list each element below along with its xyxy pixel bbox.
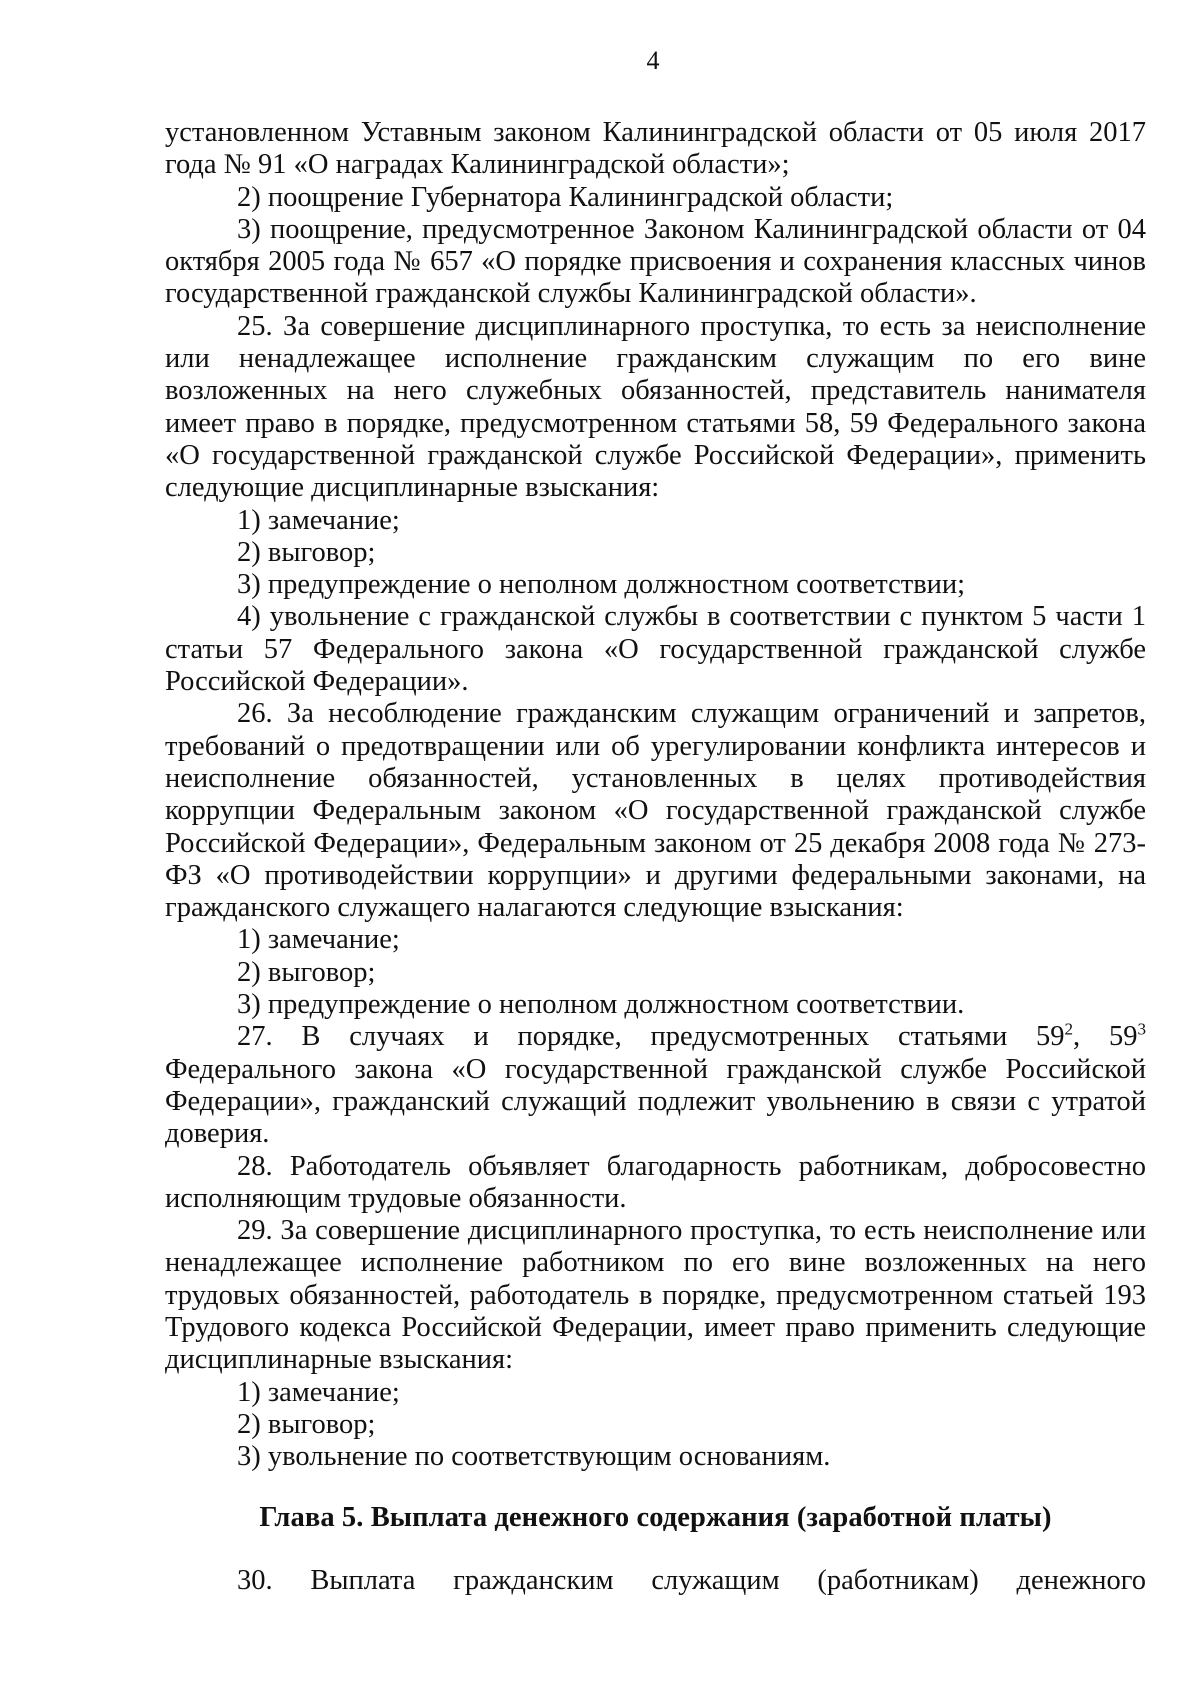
paragraph-25: 25. За совершение дисциплинарного проступка, то есть за неисполнение или ненадлежащее исполнение гражданским служащим по его вине возложенных на него служебных обязанностей, представитель нанимателя имеет право в порядке, предусмотренном статьями 58, 59 Федерального закона «О государственной гражданской службе Российской Федерации», применить следующие дисциплинарные взыскания: xyxy=(165,310,1146,504)
word: (работникам) xyxy=(817,1564,979,1596)
paragraph-27-text-end: Федерального закона «О государственной гражданской службе Российской Федерации», гражданский служащий подлежит увольнению в связи с утратой доверия. xyxy=(165,1053,1146,1150)
word: гражданским xyxy=(453,1564,614,1596)
list-item: 3) поощрение, предусмотренное Законом Калининградской области от 04 октября 2005 года № 657 «О порядке присвоения и сохранения классных чинов государственной гражданской службы Калининградской области». xyxy=(165,213,1146,310)
word: 30. xyxy=(237,1564,273,1596)
list-item: 1) замечание; xyxy=(237,504,400,536)
word: денежного xyxy=(1016,1564,1146,1596)
document-body xyxy=(165,117,1146,1597)
paragraph-26: 26. За несоблюдение гражданским служащим ограничений и запретов, требований о предотвращении или об урегулировании конфликта интересов и неисполнение обязанностей, установленных в целях противодействия коррупции Федеральным законом «О государственной гражданской службе Российской Федерации», Федеральным законом от 25 декабря 2008 года № 273-ФЗ «О противодействии коррупции» и другими федеральными законами, на гражданского служащего налагаются следующие взыскания: xyxy=(165,698,1146,924)
superscript: 3 xyxy=(1137,1019,1146,1039)
list-item: 3) предупреждение о неполном должностном соответствии. xyxy=(237,989,965,1021)
paragraph-27-text-start: 27. В случаях и порядке, предусмотренных статьями 59 xyxy=(237,1021,1065,1053)
chapter-heading: Глава 5. Выплата денежного содержания (заработной платы) xyxy=(259,1502,1052,1534)
list-item: 1) замечание; xyxy=(237,924,400,956)
list-item: 3) увольнение по соответствующим основаниям. xyxy=(237,1441,831,1473)
list-item: 2) выговор; xyxy=(237,956,376,988)
list-item: 2) выговор; xyxy=(237,536,376,568)
page-number: 4 xyxy=(646,46,660,75)
paragraph-27 xyxy=(165,1021,1146,1150)
list-item: 1) замечание; xyxy=(237,1376,400,1408)
list-item: 2) выговор; xyxy=(237,1408,376,1440)
list-item: 4) увольнение с гражданской службы в соответствии с пунктом 5 части 1 статьи 57 Федерального закона «О государственной гражданской службе Российской Федерации». xyxy=(165,601,1146,698)
superscript: 2 xyxy=(1064,1019,1074,1039)
paragraph: установленном Уставным законом Калининградской области от 05 июля 2017 года № 91 «О наградах Калининградской области»; xyxy=(165,117,1146,181)
list-item: 2) поощрение Губернатора Калининградской области; xyxy=(237,181,894,213)
paragraph-28: 28. Работодатель объявляет благодарность работникам, добросовестно исполняющим трудовые обязанности. xyxy=(165,1150,1146,1214)
word: Выплата xyxy=(310,1564,416,1596)
paragraph-27-text-mid: , 59 xyxy=(1073,1021,1138,1053)
word: служащим xyxy=(651,1564,780,1596)
list-item: 3) предупреждение о неполном должностном соответствии; xyxy=(237,569,966,601)
paragraph-29: 29. За совершение дисциплинарного проступка, то есть неисполнение или ненадлежащее исполнение работником по его вине возложенных на него трудовых обязанностей, работодатель в порядке, предусмотренном статьей 193 Трудового кодекса Российской Федерации, имеет право применить следующие дисциплинарные взыскания: xyxy=(165,1215,1146,1376)
paragraph-30-first-line xyxy=(165,1565,1146,1597)
